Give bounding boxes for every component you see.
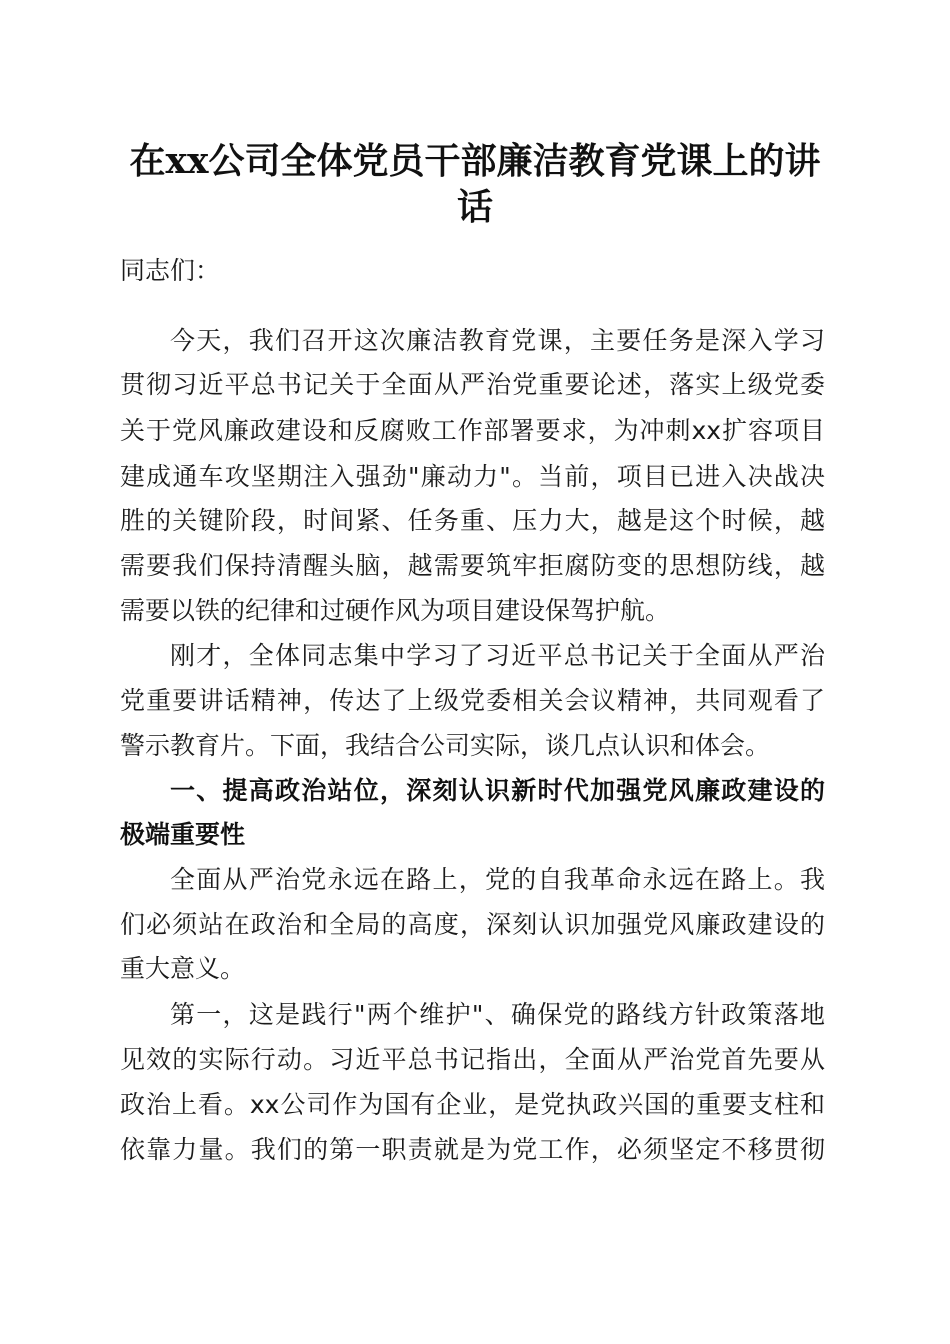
- document-title-line-1: 在xx公司全体党员干部廉洁教育党课上的讲: [129, 140, 821, 182]
- paragraph-line: 全面从严治党永远在路上，党的自我革命永远在路上。我: [170, 865, 825, 894]
- paragraph-line: 党重要讲话精神，传达了上级党委相关会议精神，共同观看了: [120, 686, 825, 715]
- paragraph-line: 第一，这是践行"两个维护"、确保党的路线方针政策落地: [170, 1000, 825, 1029]
- paragraph-line: 需要我们保持清醒头脑，越需要筑牢拒腐防变的思想防线，越: [120, 551, 825, 580]
- paragraph-line: 需要以铁的纪律和过硬作风为项目建设保驾护航。: [120, 596, 671, 625]
- document-title-line-2: 话: [456, 186, 493, 228]
- paragraph-line: 警示教育片。下面，我结合公司实际，谈几点认识和体会。: [120, 731, 771, 760]
- paragraph-line: 政治上看。xx公司作为国有企业，是党执政兴国的重要支柱和: [120, 1090, 825, 1119]
- paragraph-line: 重大意义。: [120, 954, 246, 983]
- section-heading: 一、提高政治站位，深刻认识新时代加强党风廉政建设的: [170, 776, 825, 805]
- paragraph-line: 贯彻习近平总书记关于全面从严治党重要论述，落实上级党委: [120, 370, 825, 399]
- paragraph-line: 建成通车攻坚期注入强劲"廉动力"。当前，项目已进入决战决: [120, 462, 825, 491]
- paragraph-line: 胜的关键阶段，时间紧、任务重、压力大，越是这个时候，越: [120, 506, 825, 535]
- paragraph-line: 们必须站在政治和全局的高度，深刻认识加强党风廉政建设的: [120, 910, 825, 939]
- paragraph-line: 今天，我们召开这次廉洁教育党课，主要任务是深入学习: [170, 326, 825, 355]
- section-heading: 极端重要性: [120, 820, 246, 849]
- paragraph-line: 刚才，全体同志集中学习了习近平总书记关于全面从严治: [170, 641, 825, 670]
- salutation: 同志们：: [120, 256, 221, 285]
- paragraph-line: 见效的实际行动。习近平总书记指出，全面从严治党首先要从: [120, 1045, 825, 1074]
- paragraph-line: 依靠力量。我们的第一职责就是为党工作，必须坚定不移贯彻: [120, 1135, 825, 1164]
- paragraph-line: 关于党风廉政建设和反腐败工作部署要求，为冲刺xx扩容项目: [120, 416, 825, 445]
